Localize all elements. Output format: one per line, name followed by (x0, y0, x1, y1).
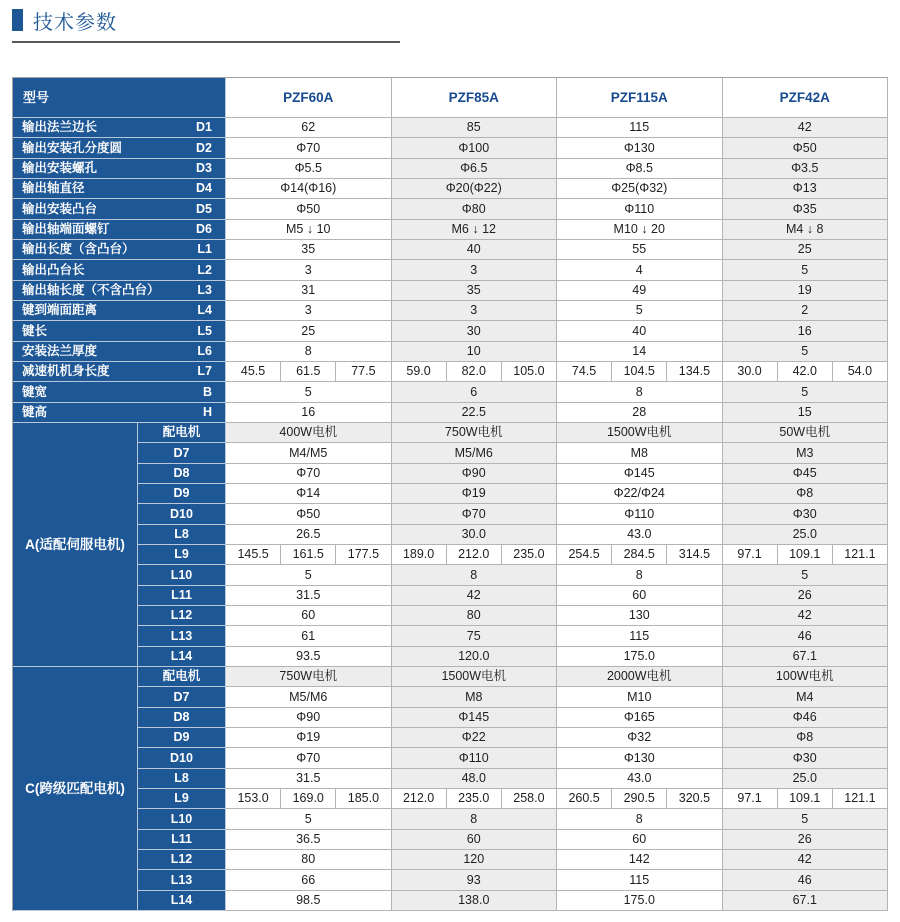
value-cell: 104.5 (612, 362, 667, 382)
param-label: 键长 (22, 323, 48, 338)
value-cell: Φ70 (226, 138, 392, 158)
value-cell: M6 ↓ 12 (392, 220, 558, 240)
value-cell: 31 (226, 281, 392, 301)
section-title-block (12, 7, 117, 33)
value-cell: Φ22/Φ24 (557, 484, 723, 504)
param-label: 输出安装孔分度圆 (22, 140, 123, 155)
value-cell: 42 (723, 850, 889, 870)
value-cell: 5 (226, 382, 392, 402)
value-cell: 175.0 (557, 647, 723, 667)
value-cell: Φ70 (392, 504, 558, 524)
value-cell: 97.1 (723, 789, 778, 809)
param-code: D2 (196, 140, 212, 155)
value-cell: 115 (557, 870, 723, 890)
value-cell: Φ35 (723, 199, 889, 219)
param-code-cell: D9 (138, 728, 226, 748)
value-cell: 16 (723, 321, 889, 341)
value-cell: Φ90 (226, 708, 392, 728)
param-label: 安装法兰厚度 (22, 344, 98, 359)
value-cell: 25.0 (723, 525, 889, 545)
value-cell: M8 (392, 687, 558, 707)
value-cell: 153.0 (226, 789, 281, 809)
param-code-cell: L11 (138, 586, 226, 606)
value-cell: 46 (723, 626, 889, 646)
value-cell: Φ46 (723, 708, 889, 728)
param-code-cell: D7 (138, 443, 226, 463)
value-cell: 40 (557, 321, 723, 341)
value-cell: Φ110 (557, 199, 723, 219)
param-label-cell (13, 220, 226, 240)
param-label-cell (13, 321, 226, 341)
param-code: D6 (196, 222, 212, 237)
value-cell: 43.0 (557, 525, 723, 545)
param-code-cell: L10 (138, 565, 226, 585)
value-cell: 10 (392, 342, 558, 362)
param-label-cell (13, 301, 226, 321)
value-cell: 60 (557, 830, 723, 850)
param-label: 输出安装凸台 (22, 201, 98, 216)
value-cell: 49 (557, 281, 723, 301)
param-code-cell: L13 (138, 870, 226, 890)
value-cell: Φ30 (723, 748, 889, 768)
value-cell: 25.0 (723, 769, 889, 789)
param-label: 输出轴直径 (22, 181, 85, 196)
value-cell: 138.0 (392, 891, 558, 911)
value-cell: 8 (557, 382, 723, 402)
value-cell: 314.5 (667, 545, 722, 565)
value-cell: 77.5 (336, 362, 391, 382)
param-label-cell (13, 403, 226, 423)
value-cell: 212.0 (392, 789, 447, 809)
value-cell: 3 (226, 301, 392, 321)
value-cell: 35 (226, 240, 392, 260)
value-cell: 212.0 (447, 545, 502, 565)
value-cell: 25 (226, 321, 392, 341)
value-cell: 121.1 (833, 545, 888, 565)
value-cell: 15 (723, 403, 889, 423)
value-cell: 235.0 (502, 545, 557, 565)
param-label-cell (13, 199, 226, 219)
value-cell: 5 (723, 260, 889, 280)
param-label-cell (13, 118, 226, 138)
value-cell: Φ19 (392, 484, 558, 504)
title-underline (12, 41, 400, 43)
value-cell: 400W电机 (226, 423, 392, 443)
param-code: H (202, 405, 212, 420)
param-code: B (202, 384, 212, 399)
value-cell: Φ130 (557, 138, 723, 158)
value-cell: 66 (226, 870, 392, 890)
value-cell: 5 (723, 565, 889, 585)
value-cell: 50W电机 (723, 423, 889, 443)
value-cell: 97.1 (723, 545, 778, 565)
value-cell: M4/M5 (226, 443, 392, 463)
value-cell: 26 (723, 586, 889, 606)
value-cell: 60 (392, 830, 558, 850)
value-cell: 175.0 (557, 891, 723, 911)
param-label: 键高 (22, 405, 48, 420)
param-label: 输出轴端面螺钉 (22, 222, 110, 237)
value-cell: 98.5 (226, 891, 392, 911)
param-label: 输出凸台长 (22, 262, 85, 277)
value-cell: 30.0 (723, 362, 778, 382)
param-code-cell: D8 (138, 464, 226, 484)
param-label-cell (13, 159, 226, 179)
param-label-cell (13, 281, 226, 301)
param-code: L7 (197, 364, 212, 379)
param-code: D3 (196, 161, 212, 176)
value-cell: Φ70 (226, 748, 392, 768)
value-cell: Φ50 (226, 199, 392, 219)
param-code-cell: D10 (138, 504, 226, 524)
value-cell: 8 (226, 342, 392, 362)
value-cell: 5 (226, 565, 392, 585)
value-cell: 8 (392, 809, 558, 829)
value-cell: 1500W电机 (392, 667, 558, 687)
param-label: 减速机机身长度 (22, 364, 110, 379)
value-cell: Φ110 (557, 504, 723, 524)
value-cell: M10 (557, 687, 723, 707)
value-cell: 67.1 (723, 891, 889, 911)
value-cell: M4 (723, 687, 889, 707)
value-cell: 134.5 (667, 362, 722, 382)
value-cell: 54.0 (833, 362, 888, 382)
value-cell: M8 (557, 443, 723, 463)
value-cell: 61.5 (281, 362, 336, 382)
value-cell: 42 (723, 118, 889, 138)
value-cell: 254.5 (557, 545, 612, 565)
value-cell: 750W电机 (392, 423, 558, 443)
value-cell: 8 (557, 809, 723, 829)
param-code: L2 (197, 262, 212, 277)
value-cell: 109.1 (778, 545, 833, 565)
value-cell: M10 ↓ 20 (557, 220, 723, 240)
param-label: 输出轴长度（不含凸台） (22, 283, 160, 298)
value-cell: Φ70 (226, 464, 392, 484)
param-label: 键到端面距离 (22, 303, 98, 318)
param-code-cell: D10 (138, 748, 226, 768)
value-cell: 3 (392, 301, 558, 321)
param-code-cell: L12 (138, 606, 226, 626)
value-cell: Φ130 (557, 748, 723, 768)
value-cell: 59.0 (392, 362, 447, 382)
param-code: L5 (197, 323, 212, 338)
value-cell: 19 (723, 281, 889, 301)
value-cell: Φ8.5 (557, 159, 723, 179)
value-cell: Φ30 (723, 504, 889, 524)
value-cell: 43.0 (557, 769, 723, 789)
value-cell: 28 (557, 403, 723, 423)
value-cell: 5 (723, 809, 889, 829)
value-cell: 26 (723, 830, 889, 850)
value-cell: 189.0 (392, 545, 447, 565)
model-column-header: PZF42A (723, 78, 889, 118)
value-cell: Φ90 (392, 464, 558, 484)
value-cell: 60 (226, 606, 392, 626)
value-cell: Φ14(Φ16) (226, 179, 392, 199)
param-code-cell: L9 (138, 789, 226, 809)
value-cell: 80 (392, 606, 558, 626)
spec-table (12, 77, 888, 911)
param-code-cell: L10 (138, 809, 226, 829)
param-label-cell (13, 138, 226, 158)
value-cell: 8 (557, 565, 723, 585)
value-cell: 16 (226, 403, 392, 423)
param-code-cell: 配电机 (138, 423, 226, 443)
value-cell: 5 (557, 301, 723, 321)
value-cell: 2000W电机 (557, 667, 723, 687)
value-cell: 2 (723, 301, 889, 321)
param-code-cell: L14 (138, 647, 226, 667)
value-cell: Φ45 (723, 464, 889, 484)
param-code: D5 (196, 201, 212, 216)
value-cell: 235.0 (447, 789, 502, 809)
param-code: D4 (196, 181, 212, 196)
param-code-cell: L12 (138, 850, 226, 870)
param-code-cell: 配电机 (138, 667, 226, 687)
value-cell: 31.5 (226, 769, 392, 789)
value-cell: 3 (392, 260, 558, 280)
value-cell: 93 (392, 870, 558, 890)
param-code: D1 (196, 120, 212, 135)
value-cell: Φ8 (723, 484, 889, 504)
value-cell: 42 (723, 606, 889, 626)
param-label: 键宽 (22, 384, 48, 399)
param-code-cell: L8 (138, 525, 226, 545)
value-cell: Φ32 (557, 728, 723, 748)
value-cell: 35 (392, 281, 558, 301)
value-cell: 31.5 (226, 586, 392, 606)
value-cell: Φ145 (392, 708, 558, 728)
value-cell: 260.5 (557, 789, 612, 809)
value-cell: 80 (226, 850, 392, 870)
param-code-cell: L11 (138, 830, 226, 850)
param-label-cell (13, 240, 226, 260)
value-cell: 750W电机 (226, 667, 392, 687)
value-cell: 46 (723, 870, 889, 890)
value-cell: Φ100 (392, 138, 558, 158)
value-cell: 55 (557, 240, 723, 260)
param-label-cell (13, 179, 226, 199)
param-code-cell: L14 (138, 891, 226, 911)
param-code-cell: L8 (138, 769, 226, 789)
value-cell: 6 (392, 382, 558, 402)
param-code-cell: L9 (138, 545, 226, 565)
param-code-cell: D9 (138, 484, 226, 504)
value-cell: 62 (226, 118, 392, 138)
value-cell: 67.1 (723, 647, 889, 667)
param-code: L4 (197, 303, 212, 318)
value-cell: 48.0 (392, 769, 558, 789)
value-cell: 40 (392, 240, 558, 260)
value-cell: 45.5 (226, 362, 281, 382)
value-cell: M4 ↓ 8 (723, 220, 889, 240)
value-cell: 74.5 (557, 362, 612, 382)
param-label: 输出长度（含凸台） (22, 242, 135, 257)
section-label: A(适配伺服电机) (13, 423, 138, 667)
value-cell: 5 (226, 809, 392, 829)
value-cell: 185.0 (336, 789, 391, 809)
value-cell: Φ6.5 (392, 159, 558, 179)
value-cell: 42 (392, 586, 558, 606)
value-cell: Φ3.5 (723, 159, 889, 179)
value-cell: 4 (557, 260, 723, 280)
value-cell: Φ25(Φ32) (557, 179, 723, 199)
value-cell: 5 (723, 342, 889, 362)
value-cell: 121.1 (833, 789, 888, 809)
param-code-cell: D7 (138, 687, 226, 707)
value-cell: 14 (557, 342, 723, 362)
value-cell: 5 (723, 382, 889, 402)
value-cell: Φ145 (557, 464, 723, 484)
param-code: L3 (197, 283, 212, 298)
value-cell: 8 (392, 565, 558, 585)
model-header-cell: 型号 (13, 78, 226, 118)
value-cell: Φ20(Φ22) (392, 179, 558, 199)
value-cell: 22.5 (392, 403, 558, 423)
param-label-cell (13, 382, 226, 402)
param-label: 输出法兰边长 (22, 120, 98, 135)
value-cell: 177.5 (336, 545, 391, 565)
value-cell: M5 ↓ 10 (226, 220, 392, 240)
param-label: 输出安装螺孔 (22, 161, 98, 176)
value-cell: 105.0 (502, 362, 557, 382)
value-cell: 284.5 (612, 545, 667, 565)
value-cell: 115 (557, 118, 723, 138)
param-code-cell: L13 (138, 626, 226, 646)
param-code-cell: D8 (138, 708, 226, 728)
value-cell: 25 (723, 240, 889, 260)
value-cell: 3 (226, 260, 392, 280)
value-cell: 115 (557, 626, 723, 646)
value-cell: 142 (557, 850, 723, 870)
model-column-header: PZF85A (392, 78, 558, 118)
param-label-cell (13, 260, 226, 280)
value-cell: Φ22 (392, 728, 558, 748)
value-cell: 1500W电机 (557, 423, 723, 443)
value-cell: 320.5 (667, 789, 722, 809)
value-cell: 36.5 (226, 830, 392, 850)
value-cell: 100W电机 (723, 667, 889, 687)
param-label-cell (13, 362, 226, 382)
section-label: C(跨级匹配电机) (13, 667, 138, 911)
value-cell: 290.5 (612, 789, 667, 809)
value-cell: Φ80 (392, 199, 558, 219)
param-label-cell (13, 342, 226, 362)
value-cell: Φ50 (226, 504, 392, 524)
param-code: L1 (197, 242, 212, 257)
value-cell: Φ5.5 (226, 159, 392, 179)
value-cell: M5/M6 (226, 687, 392, 707)
value-cell: 42.0 (778, 362, 833, 382)
value-cell: Φ19 (226, 728, 392, 748)
value-cell: 75 (392, 626, 558, 646)
model-column-header: PZF60A (226, 78, 392, 118)
value-cell: 61 (226, 626, 392, 646)
value-cell: Φ165 (557, 708, 723, 728)
value-cell: 60 (557, 586, 723, 606)
title-bullet-icon (12, 9, 23, 31)
value-cell: 120 (392, 850, 558, 870)
value-cell: 161.5 (281, 545, 336, 565)
value-cell: M5/M6 (392, 443, 558, 463)
value-cell: 258.0 (502, 789, 557, 809)
value-cell: 145.5 (226, 545, 281, 565)
value-cell: Φ14 (226, 484, 392, 504)
value-cell: 169.0 (281, 789, 336, 809)
value-cell: 30.0 (392, 525, 558, 545)
value-cell: Φ50 (723, 138, 889, 158)
value-cell: 93.5 (226, 647, 392, 667)
value-cell: Φ8 (723, 728, 889, 748)
model-column-header: PZF115A (557, 78, 723, 118)
param-code: L6 (197, 344, 212, 359)
value-cell: 26.5 (226, 525, 392, 545)
value-cell: Φ13 (723, 179, 889, 199)
value-cell: 30 (392, 321, 558, 341)
value-cell: 130 (557, 606, 723, 626)
value-cell: 120.0 (392, 647, 558, 667)
page-title: 技术参数 (33, 11, 117, 34)
value-cell: M3 (723, 443, 889, 463)
value-cell: 85 (392, 118, 558, 138)
value-cell: 109.1 (778, 789, 833, 809)
value-cell: 82.0 (447, 362, 502, 382)
value-cell: Φ110 (392, 748, 558, 768)
